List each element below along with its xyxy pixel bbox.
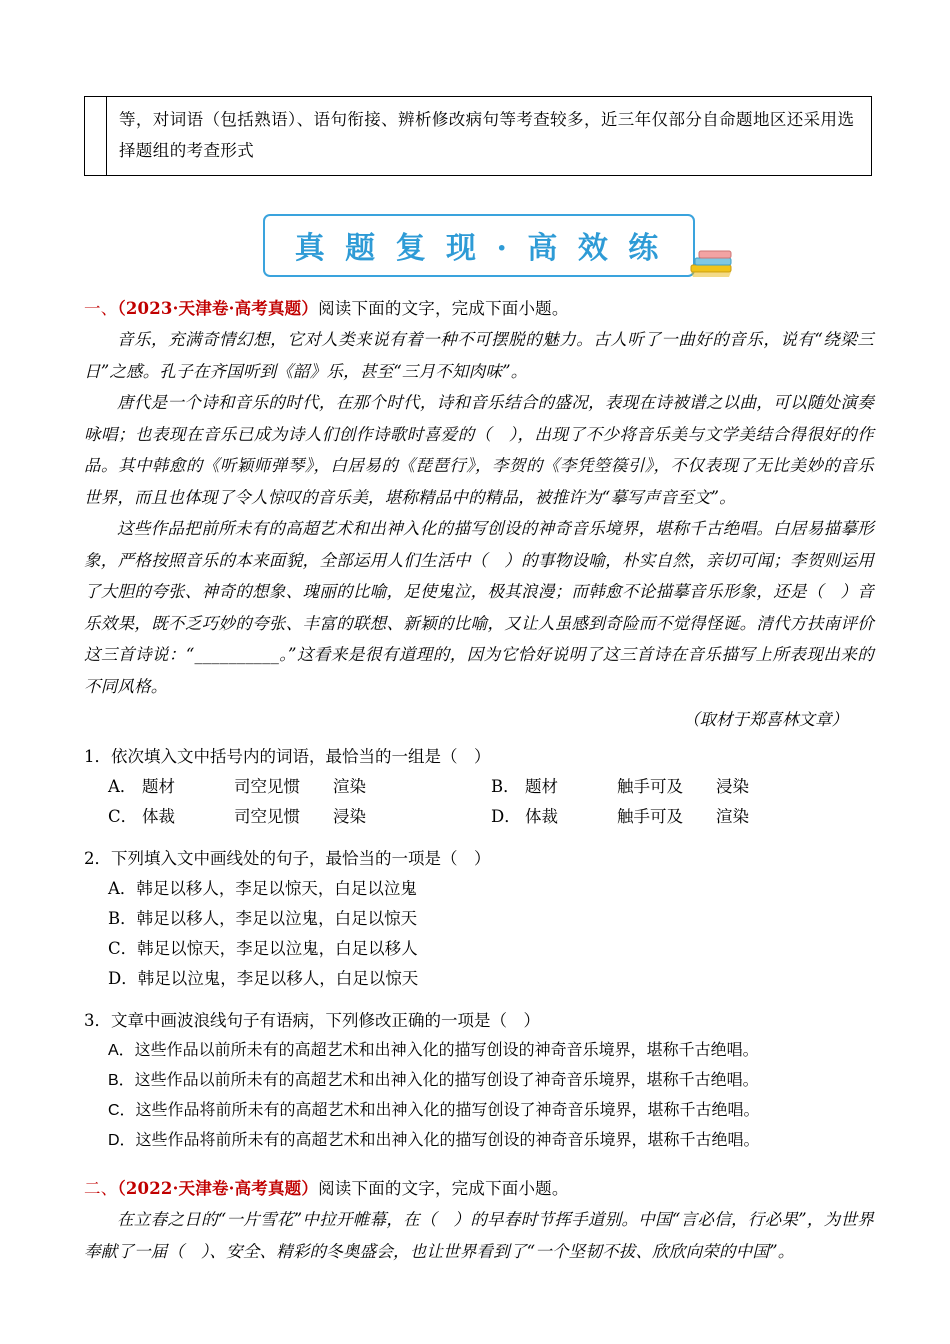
question-1-option-row-1 xyxy=(84,772,874,802)
section-1-paragraph-2: 唐代是一个诗和音乐的时代，在那个时代，诗和音乐结合的盛况，表现在诗被谱之以曲，可以随处演奏咏唱；也表现在音乐已成为诗人们创作诗歌时喜爱的（ ），出现了不少将音乐美与文学美结合得很好的作品。其中韩愈的《听颖师弹琴》，白居易的《琵琶行》，李贺的《李凭箜篌引》，不仅表现了无比美妙的音乐世界，而且也体现了令人惊叹的音乐美，堪称精品中的精品，被推许为“摹写声音至文”。 xyxy=(84,393,874,507)
question-1-option-C[interactable] xyxy=(108,802,491,832)
option-word-1: 体裁 xyxy=(525,807,558,826)
option-word-1: 题材 xyxy=(142,777,175,796)
section-1-heading xyxy=(84,294,874,324)
option-label: B． xyxy=(491,777,520,796)
question-1-option-row-2 xyxy=(84,802,874,832)
section-1-paragraph-1: 音乐，充满奇情幻想，它对人类来说有着一种不可摆脱的魅力。古人听了一曲好的音乐，说有“绕梁三日”之感。孔子在齐国听到《韶》乐，甚至“三月不知肉味”。 xyxy=(84,330,874,381)
section-2-prompt: 阅读下面的文字，完成下面小题。 xyxy=(318,1179,569,1198)
option-words-rest: 触手可及 渲染 xyxy=(617,807,749,826)
section-2-number: 二、 xyxy=(84,1179,118,1198)
question-3-text: 3．文章中画波浪线句子有语病，下列修改正确的一项是（ ） xyxy=(84,1011,540,1030)
question-1-option-A[interactable] xyxy=(108,772,491,802)
section-1 xyxy=(84,294,874,1156)
section-2 xyxy=(84,1174,874,1267)
option-label: D． xyxy=(491,807,521,826)
question-3-option-A[interactable]: A．这些作品以前所未有的高超艺术和出神入化的描写创设的神奇音乐境界，堪称千古绝唱。 xyxy=(108,1042,759,1059)
banner-title: 真 题 复 现 · 高 效 练 xyxy=(294,231,664,266)
option-label: A． xyxy=(108,777,137,796)
section-1-attribution: （取材于郑喜林文章） xyxy=(683,710,848,729)
table-cell-text: 等，对词语（包括熟语）、语句衔接、辨析修改病句等考查较多，近三年仅部分自命题地区还采用选择题组的考查形式 xyxy=(119,110,855,160)
table-cell-left xyxy=(85,97,107,175)
section-banner xyxy=(84,214,874,276)
option-words-rest: 司空见惯 渲染 xyxy=(234,777,366,796)
question-2-option-D[interactable]: D．韩足以泣鬼，李足以移人，白足以惊天 xyxy=(108,969,419,988)
option-word-1: 题材 xyxy=(525,777,558,796)
books-icon xyxy=(689,245,737,281)
option-words-rest: 触手可及 浸染 xyxy=(617,777,749,796)
question-1-option-D[interactable] xyxy=(491,802,874,832)
banner-box xyxy=(263,214,696,277)
question-3-option-B[interactable]: B．这些作品以前所未有的高超艺术和出神入化的描写创设了神奇音乐境界，堪称千古绝唱。 xyxy=(108,1072,759,1089)
question-2-option-B[interactable]: B．韩足以移人，李足以泣鬼，白足以惊天 xyxy=(108,909,418,928)
question-1-text: 1．依次填入文中括号内的词语，最恰当的一组是（ ） xyxy=(84,747,491,766)
section-2-source: （2022·天津卷·高考真题） xyxy=(117,1179,319,1198)
question-3-option-D[interactable]: D．这些作品将前所未有的高超艺术和出神入化的描写创设的神奇音乐境界，堪称千古绝唱。 xyxy=(108,1132,760,1149)
question-1-option-B[interactable] xyxy=(491,772,874,802)
question-2-text: 2．下列填入文中画线处的句子，最恰当的一项是（ ） xyxy=(84,849,491,868)
question-2-option-A[interactable]: A．韩足以移人，李足以惊天，白足以泣鬼 xyxy=(108,879,417,898)
option-words-rest: 司空见惯 浸染 xyxy=(234,807,366,826)
question-3-option-C[interactable]: C．这些作品将前所未有的高超艺术和出神入化的描写创设了神奇音乐境界，堪称千古绝唱。 xyxy=(108,1102,760,1119)
section-1-paragraph-3: 这些作品把前所未有的高超艺术和出神入化的描写创设的神奇音乐境界，堪称千古绝唱。白居易描摹形象，严格按照音乐的本来面貌，全部运用人们生活中（ ）的事物设喻，朴实自然，亲切可闻；李贺则运用了大胆的夸张、神奇的想象、瑰丽的比喻，足使鬼泣，极其浪漫；而韩愈不论描摹音乐形象，还是（ ）音乐效果，既不乏巧妙的夸张、丰富的联想、新颖的比喻，又让人虽感到奇险而不觉得怪诞。清代方扶南评价这三首诗说：“__________。”这看来是很有道理的，因为它恰好说明了这三首诗在音乐描写上所表现出来的不同风格。 xyxy=(84,519,874,696)
section-1-source: （2023·天津卷·高考真题） xyxy=(117,299,319,318)
page-content xyxy=(84,0,874,1267)
section-1-number: 一、 xyxy=(84,299,118,318)
section-1-prompt: 阅读下面的文字，完成下面小题。 xyxy=(318,299,569,318)
table-cell-right xyxy=(107,97,871,175)
section-2-heading xyxy=(84,1174,874,1204)
section-2-paragraph-1: 在立春之日的“一片雪花”中拉开帷幕，在（ ）的早春时节挥手道别。中国“言必信，行必果”，为世界奉献了一届（ ）、安全、精彩的冬奥盛会，也让世界看到了“一个坚韧不拔、欣欣向荣的中国”。 xyxy=(84,1210,874,1261)
top-table xyxy=(84,96,872,176)
option-word-1: 体裁 xyxy=(142,807,175,826)
option-label: C． xyxy=(108,807,138,826)
question-2-option-C[interactable]: C．韩足以惊天，李足以泣鬼，白足以移人 xyxy=(108,939,418,958)
